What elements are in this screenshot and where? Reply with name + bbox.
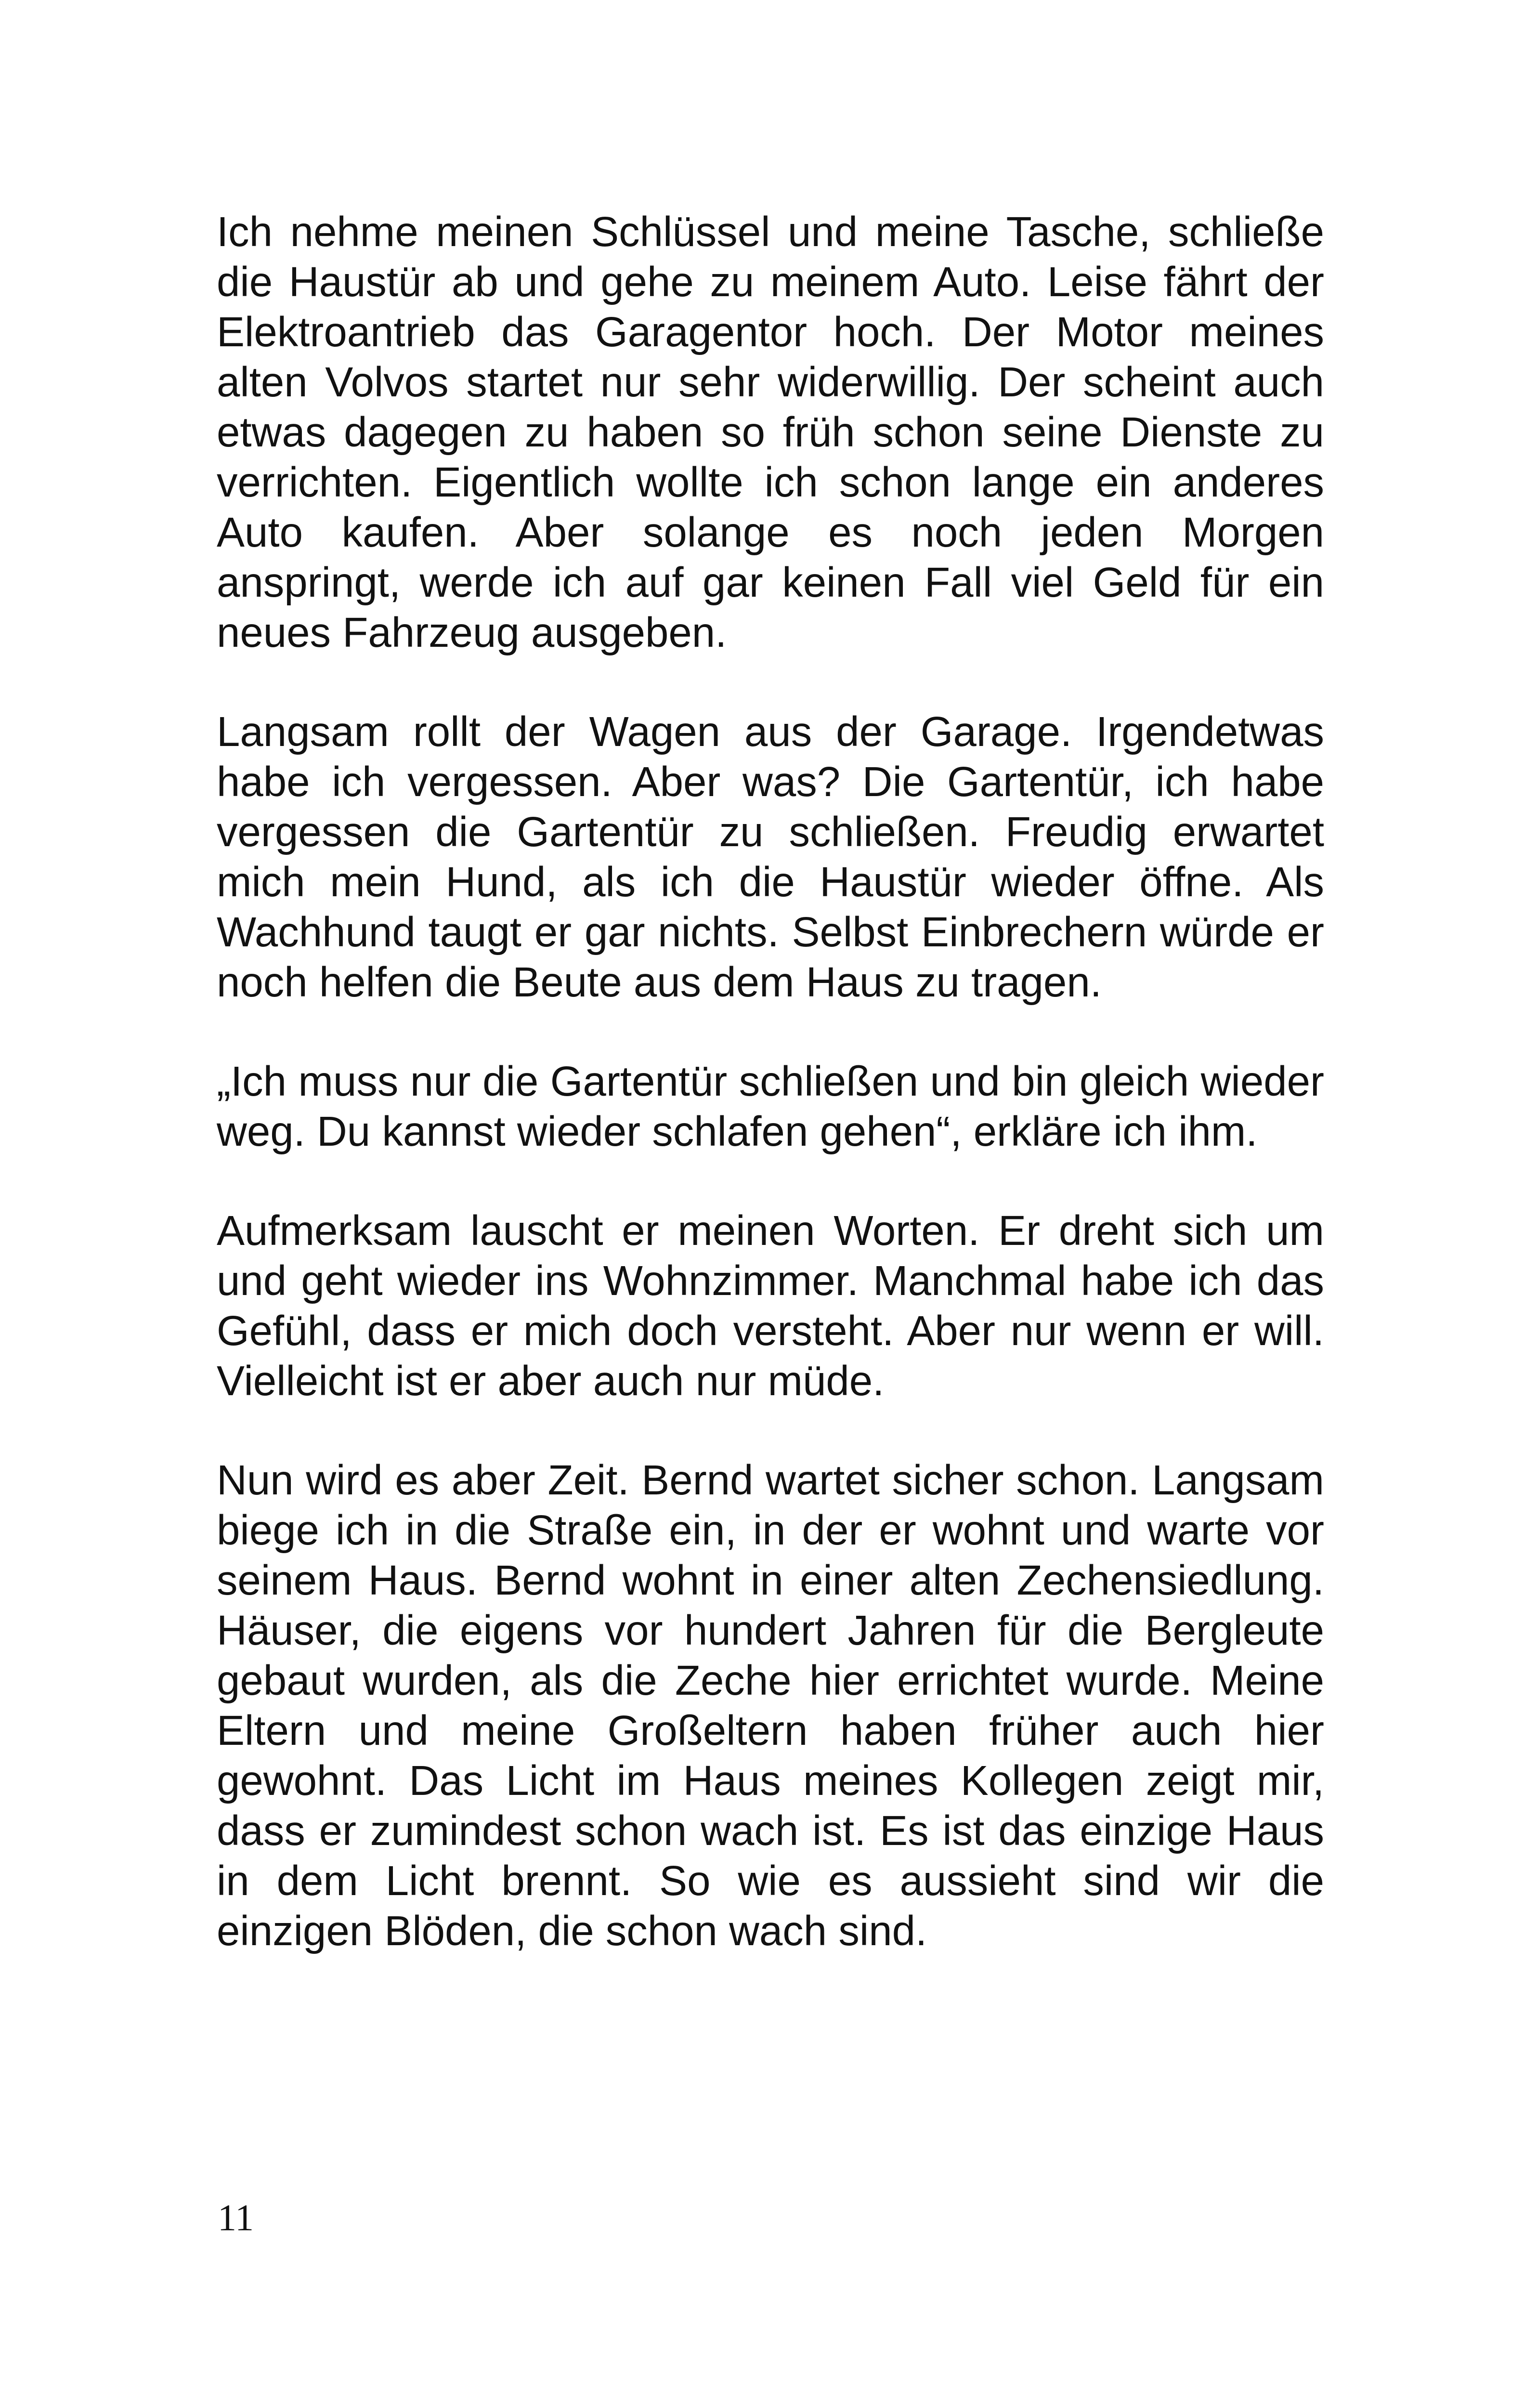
- paragraph-4: Aufmerksam lauscht er meinen Worten. Er dreht sich um und geht wieder ins Wohnzimmer. Manchmal habe ich das Gefühl, dass er mich doch versteht. Aber nur wenn er will. Vielleicht ist er aber auch nur müde.: [217, 1207, 1324, 1404]
- paragraph-2: Langsam rollt der Wagen aus der Garage. Irgendetwas habe ich vergessen. Aber was? Die Gartentür, ich habe vergessen die Gartentür zu schließen. Freudig erwartet mich mein Hund, als ich die Haustür wieder öffne. Als Wachhund taugt er gar nichts. Selbst Einbrechern würde er noch helfen die Beute aus dem Haus zu tragen.: [217, 708, 1324, 1006]
- paragraph-1: Ich nehme meinen Schlüssel und meine Tasche, schließe die Haustür ab und gehe zu meinem Auto. Leise fährt der Elektroantrieb das Garagentor hoch. Der Motor meines alten Volvos startet nur sehr widerwillig. Der scheint auch etwas dagegen zu haben so früh schon seine Dienste zu verrichten. Eigentlich wollte ich schon lange ein anderes Auto kaufen. Aber solange es noch jeden Morgen anspringt, werde ich auf gar keinen Fall viel Geld für ein neues Fahrzeug ausgeben.: [217, 209, 1324, 656]
- paragraph-5: Nun wird es aber Zeit. Bernd wartet sicher schon. Langsam biege ich in die Straße ein, in der er wohnt und warte vor seinem Haus. Bernd wohnt in einer alten Zechensiedlung. Häuser, die eigens vor hundert Jahren für die Bergleute gebaut wurden, als die Zeche hier errichtet wurde. Meine Eltern und meine Großeltern haben früher auch hier gewohnt. Das Licht im Haus meines Kollegen zeigt mir, dass er zumindest schon wach ist. Es ist das einzige Haus in dem Licht brennt. So wie es aussieht sind wir die einzigen Blöden, die schon wach sind.: [217, 1457, 1324, 1954]
- page-number: 11: [218, 2197, 254, 2238]
- paragraph-3: „Ich muss nur die Gartentür schließen und bin gleich wieder weg. Du kannst wieder schlafen gehen“, erkläre ich ihm.: [217, 1058, 1324, 1155]
- body-text: [217, 207, 1324, 1956]
